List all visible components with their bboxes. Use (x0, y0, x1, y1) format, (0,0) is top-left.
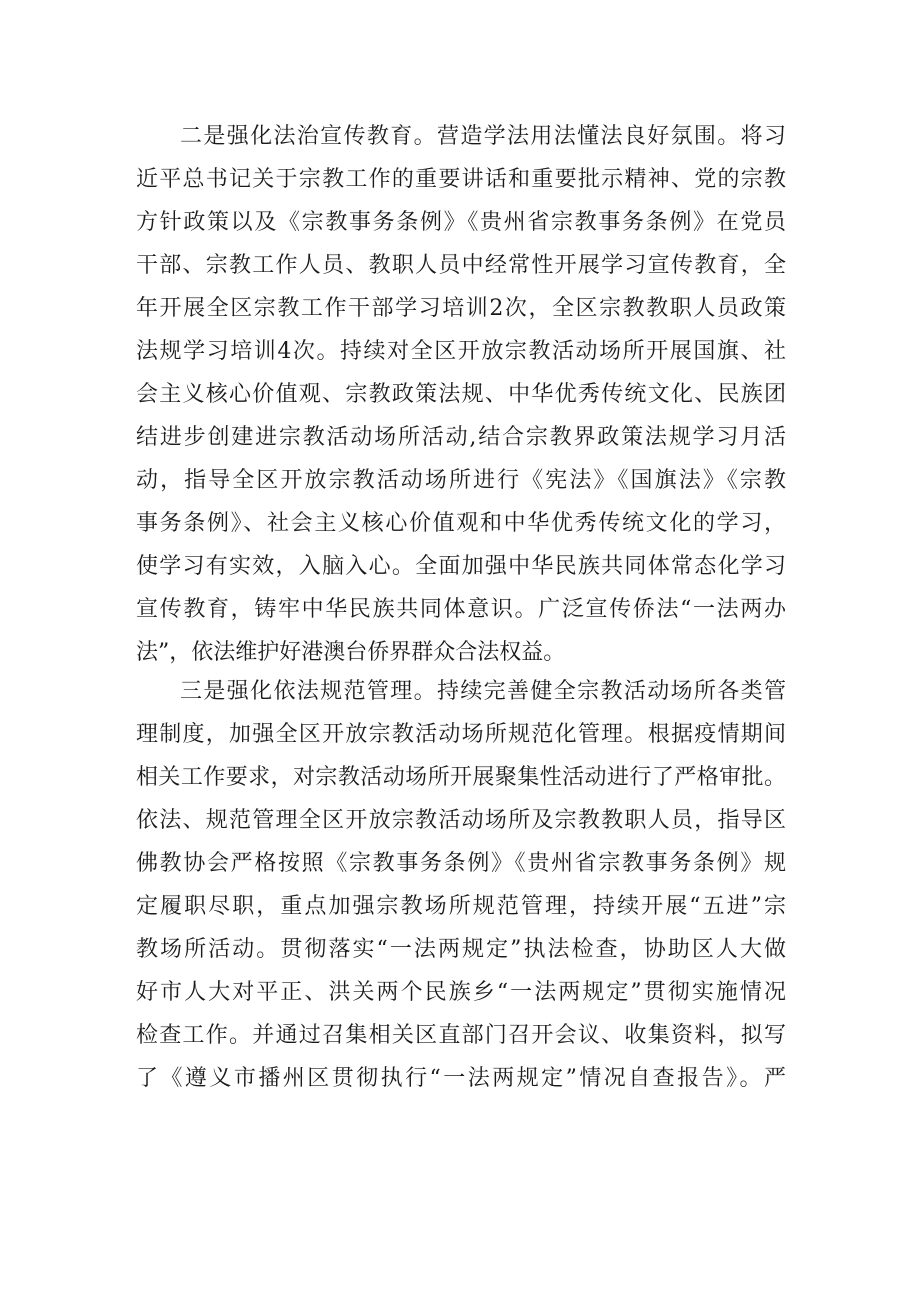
text-line: 动，指导全区开放宗教活动场所进行《宪法》《国旗法》《宗教 (136, 468, 786, 493)
text-line: 相关工作要求，对宗教活动场所开展聚集性活动进行了严格审批。 (136, 765, 786, 790)
text-line: 事务条例》、社会主义核心价值观和中华优秀传统文化的学习， (136, 511, 786, 536)
text-line: 会主义核心价值观、宗教政策法规、中华优秀传统文化、民族团 (136, 382, 786, 407)
text-line: 年开展全区宗教工作干部学习培训2次，全区宗教教职人员政策 (136, 296, 786, 321)
text-line: 近平总书记关于宗教工作的重要讲话和重要批示精神、党的宗教 (136, 167, 786, 192)
text-line: 法规学习培训4次。持续对全区开放宗教活动场所开展国旗、社 (136, 339, 786, 364)
text-line: 好市人大对平正、洪关两个民族乡“一法两规定”贯彻实施情况 (136, 980, 786, 1005)
text-line: 二是强化法治宣传教育。营造学法用法懂法良好氛围。将习 (180, 124, 786, 149)
text-line: 依法、规范管理全区开放宗教活动场所及宗教教职人员，指导区 (136, 808, 786, 833)
text-line: 定履职尽职，重点加强宗教场所规范管理，持续开展“五进”宗 (136, 894, 786, 919)
text-line: 方针政策以及《宗教事务条例》《贵州省宗教事务条例》在党员 (136, 210, 786, 235)
text-line: 了《遵义市播州区贯彻执行“一法两规定”情况自查报告》。严 (136, 1066, 786, 1091)
text-line: 检查工作。并通过召集相关区直部门召开会议、收集资料，拟写 (136, 1023, 786, 1048)
text-line: 法”，依法维护好港澳台侨界群众合法权益。 (136, 640, 566, 665)
text-line: 三是强化依法规范管理。持续完善健全宗教活动场所各类管 (180, 679, 786, 704)
text-line: 宣传教育，铸牢中华民族共同体意识。广泛宣传侨法“一法两办 (136, 597, 786, 622)
text-line: 使学习有实效，入脑入心。全面加强中华民族共同体常态化学习 (136, 554, 786, 579)
text-line: 结进步创建进宗教活动场所活动,结合宗教界政策法规学习月活 (136, 425, 786, 450)
text-line: 佛教协会严格按照《宗教事务条例》《贵州省宗教事务条例》规 (136, 851, 786, 876)
text-line: 理制度，加强全区开放宗教活动场所规范化管理。根据疫情期间 (136, 722, 786, 747)
text-line: 干部、宗教工作人员、教职人员中经常性开展学习宣传教育，全 (136, 253, 786, 278)
text-line: 教场所活动。贯彻落实“一法两规定”执法检查，协助区人大做 (136, 937, 786, 962)
